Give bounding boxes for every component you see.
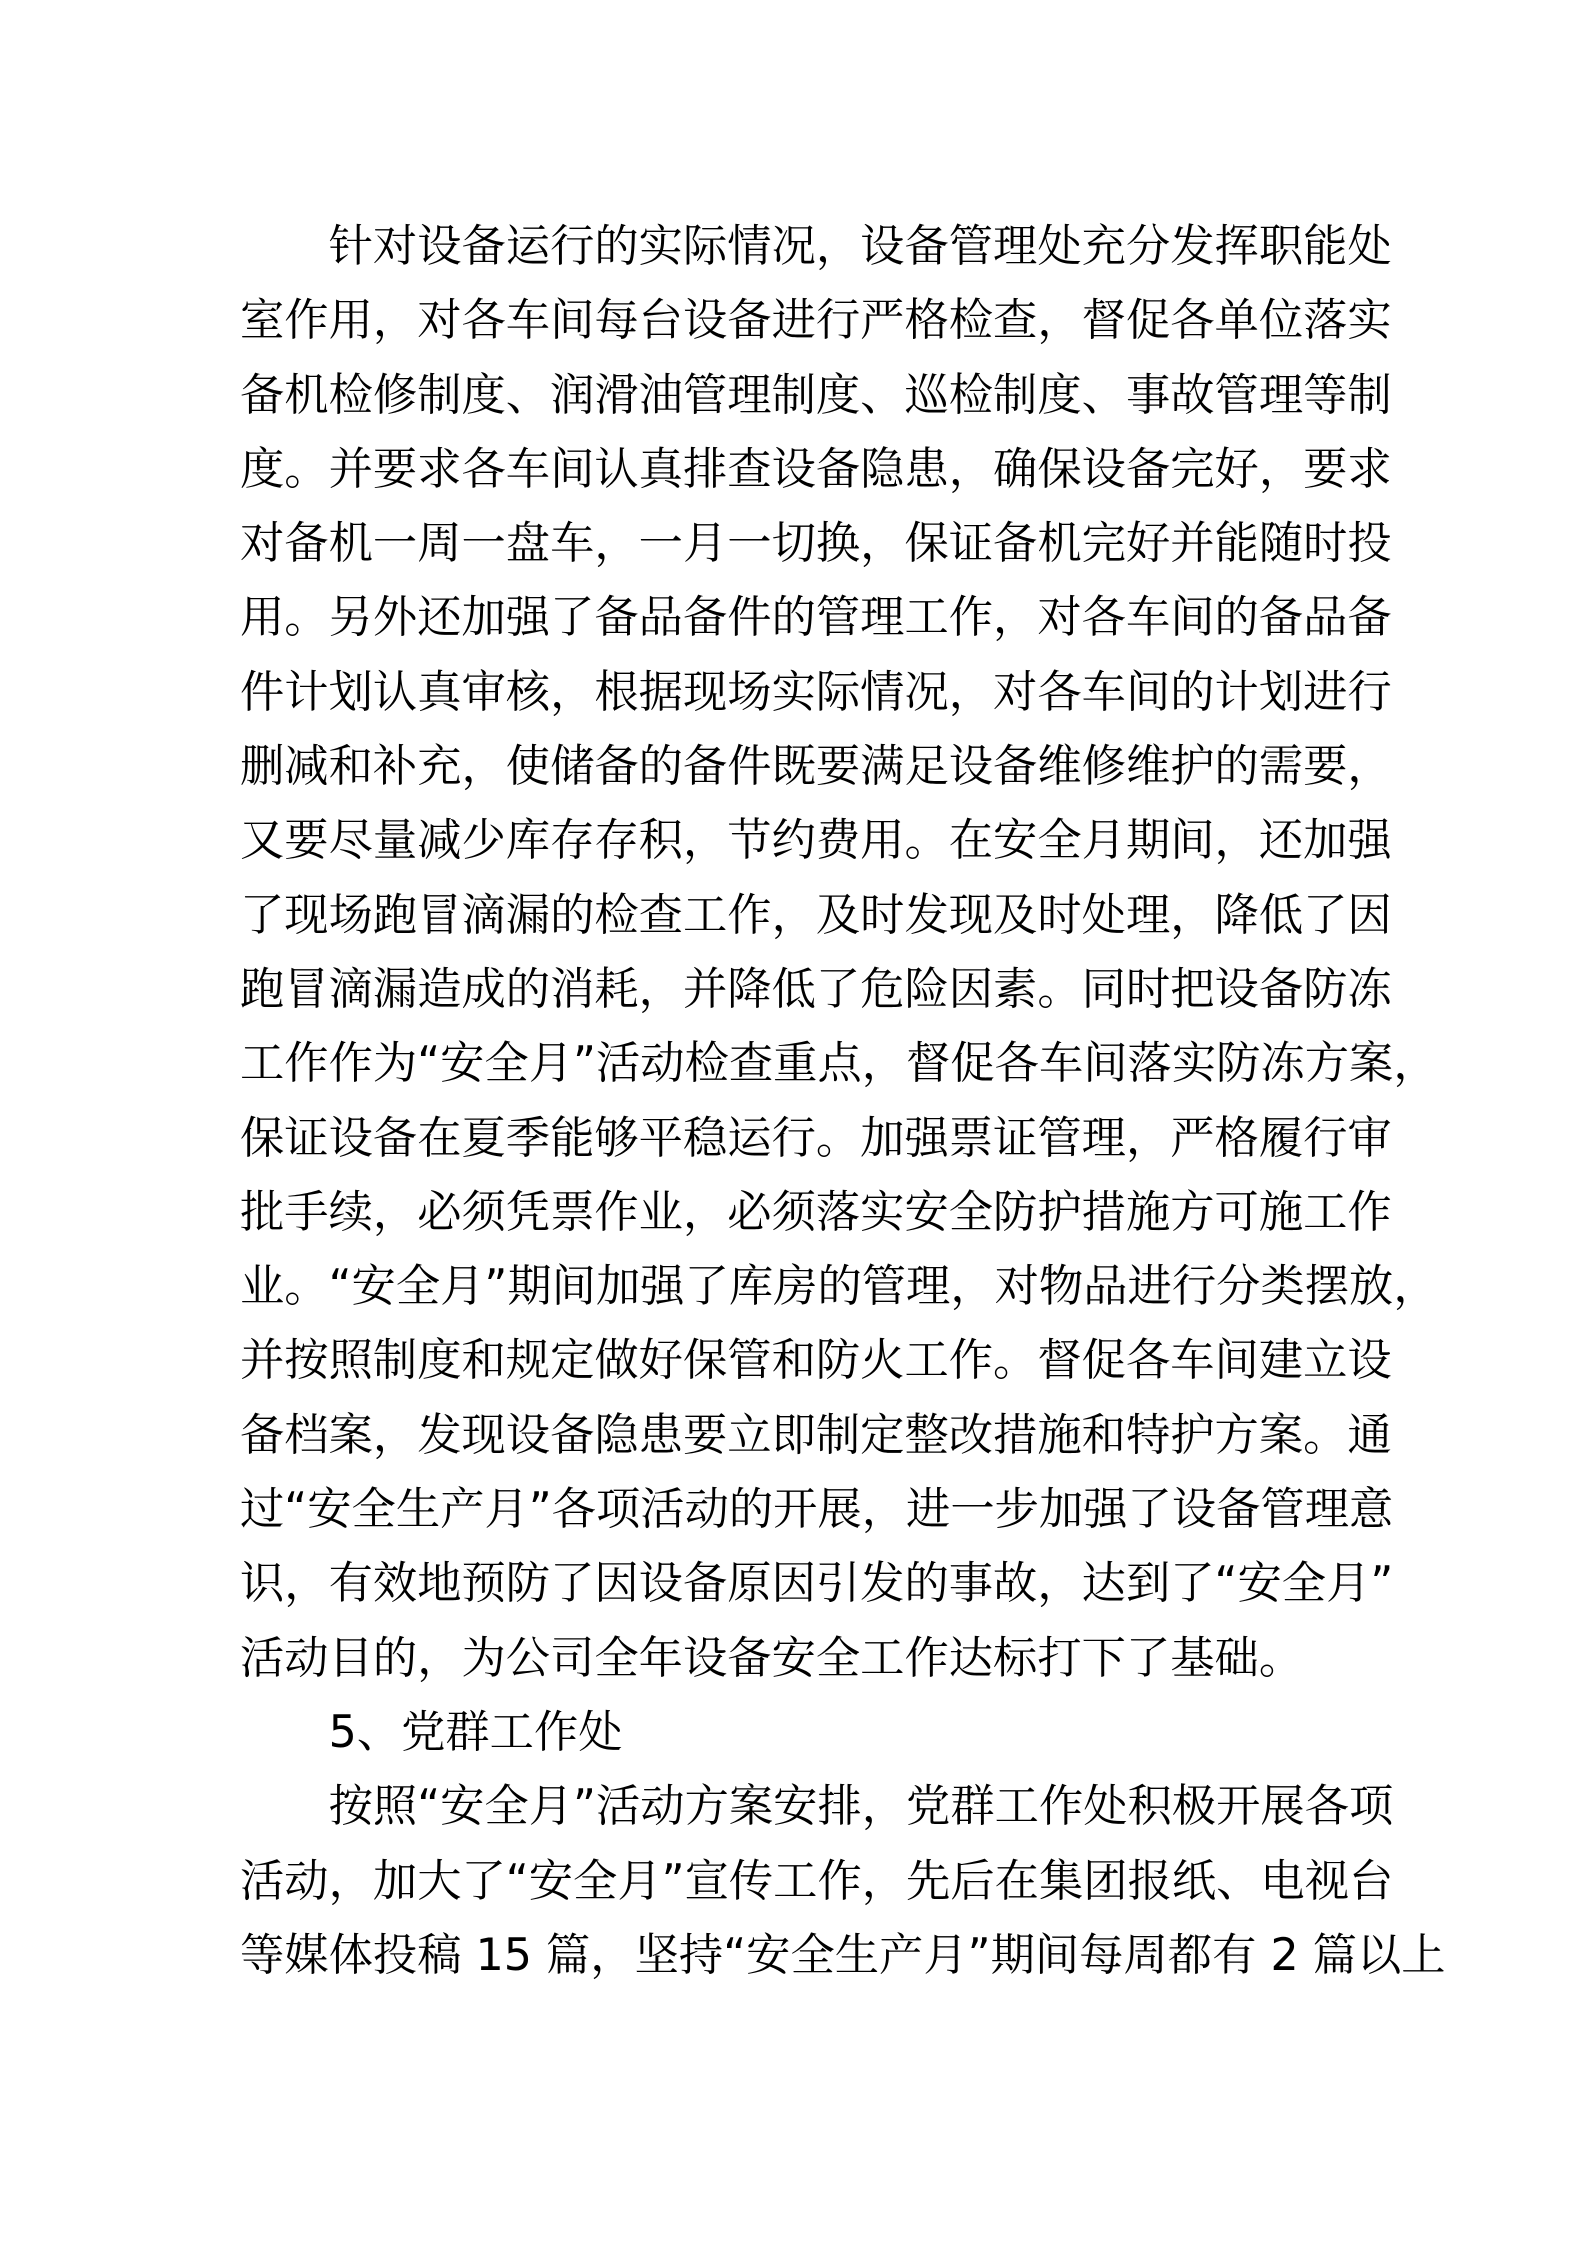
text-line: 按照“安全月”活动方案安排，党群工作处积极开展各项 bbox=[328, 1781, 1394, 1833]
text-line: 用。另外还加强了备品备件的管理工作，对各车间的备品备 bbox=[240, 592, 1392, 644]
text-line: 度。并要求各车间认真排查设备隐患，确保设备完好，要求 bbox=[240, 443, 1392, 495]
text-line: 备档案，发现设备隐患要立即制定整改措施和特护方案。通 bbox=[240, 1409, 1392, 1461]
text-line: 又要尽量减少库存存积，节约费用。在安全月期间，还加强 bbox=[240, 815, 1392, 867]
text-line: 批手续，必须凭票作业，必须落实安全防护措施方可施工作 bbox=[240, 1186, 1392, 1238]
text-line: 保证设备在夏季能够平稳运行。加强票证管理，严格履行审 bbox=[240, 1112, 1392, 1164]
text-line: 了现场跑冒滴漏的检查工作，及时发现及时处理，降低了因 bbox=[240, 889, 1392, 941]
text-line: 室作用，对各车间每台设备进行严格检查，督促各单位落实 bbox=[240, 295, 1392, 347]
paragraph-equipment-management bbox=[240, 210, 1438, 1696]
text-line: 等媒体投稿 15 篇，坚持“安全生产月”期间每周都有 2 篇以上 bbox=[240, 1929, 1446, 1981]
section-heading: 5、党群工作处 bbox=[328, 1706, 623, 1758]
text-line: 对备机一周一盘车，一月一切换，保证备机完好并能随时投 bbox=[240, 518, 1392, 570]
text-line: 工作作为“安全月”活动检查重点，督促各车间落实防冻方案， bbox=[240, 1038, 1438, 1090]
document-page bbox=[240, 210, 1446, 1993]
text-line: 跑冒滴漏造成的消耗，并降低了危险因素。同时把设备防冻 bbox=[240, 963, 1392, 1015]
text-line: 件计划认真审核，根据现场实际情况，对各车间的计划进行 bbox=[240, 666, 1392, 718]
text-line: 业。“安全月”期间加强了库房的管理，对物品进行分类摆放， bbox=[240, 1261, 1438, 1313]
text-line: 并按照制度和规定做好保管和防火工作。督促各车间建立设 bbox=[240, 1335, 1392, 1387]
text-line: 过“安全生产月”各项活动的开展，进一步加强了设备管理意 bbox=[240, 1484, 1394, 1536]
paragraph-party-affairs bbox=[240, 1770, 1446, 1993]
text-line: 备机检修制度、润滑油管理制度、巡检制度、事故管理等制 bbox=[240, 369, 1392, 421]
text-line: 删减和补充，使储备的备件既要满足设备维修维护的需要， bbox=[240, 741, 1392, 793]
text-line: 活动，加大了“安全月”宣传工作，先后在集团报纸、电视台 bbox=[240, 1855, 1394, 1907]
text-line: 针对设备运行的实际情况，设备管理处充分发挥职能处 bbox=[328, 221, 1392, 272]
text-line: 识，有效地预防了因设备原因引发的事故，达到了“安全月” bbox=[240, 1558, 1394, 1610]
text-line: 活动目的，为公司全年设备安全工作达标打下了基础。 bbox=[240, 1632, 1304, 1684]
